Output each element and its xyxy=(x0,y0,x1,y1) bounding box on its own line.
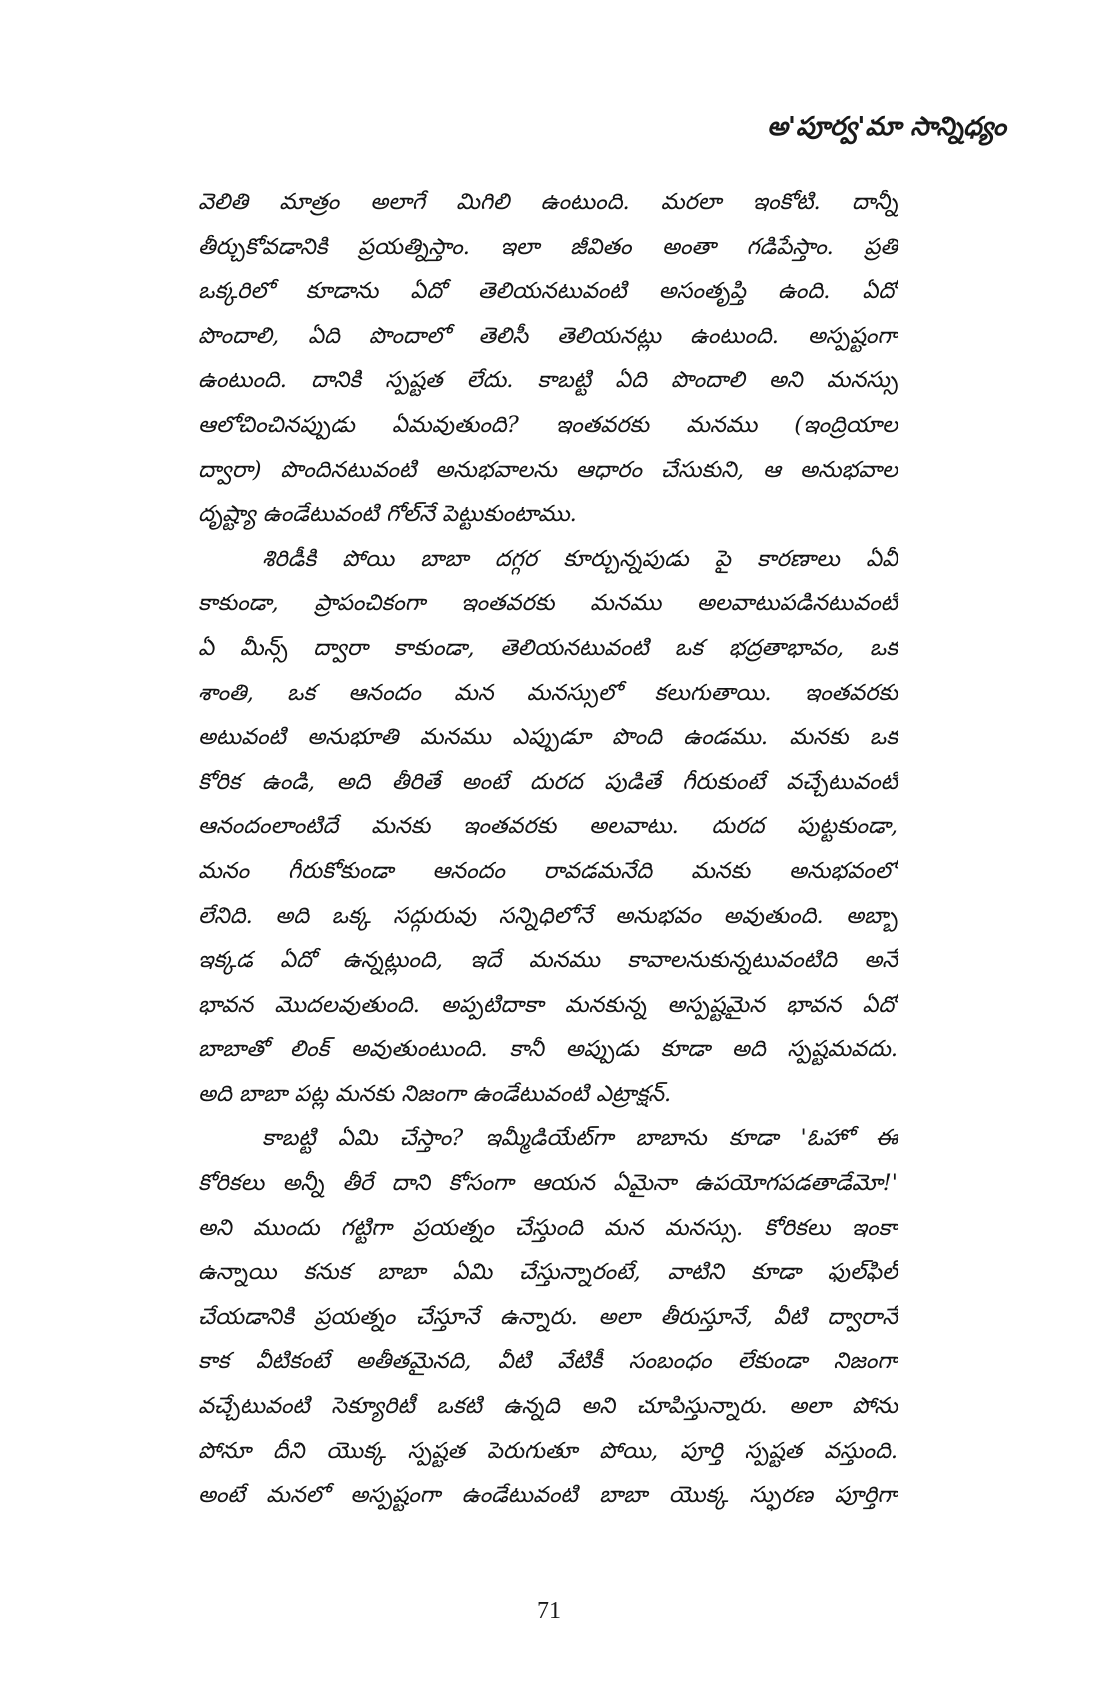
body-text xyxy=(198,180,898,1518)
text-line: మనం గీరుకోకుండా ఆనందం రావడమనేది మనకు అనుభవంలో xyxy=(198,857,898,884)
text-line: లేనిది. అది ఒక్క సద్గురువు సన్నిధిలోనే అనుభవం అవుతుంది. అబ్బా xyxy=(198,902,898,929)
text-line: ఉంటుంది. దానికి స్పష్టత లేదు. కాబట్టి ఏది పొందాలి అని మనస్సు xyxy=(198,367,898,394)
text-line: చేయడానికి ప్రయత్నం చేస్తూనే ఉన్నారు. అలా తీరుస్తూనే, వీటి ద్వారానే xyxy=(198,1303,898,1330)
text-line: అని ముందు గట్టిగా ప్రయత్నం చేస్తుంది మన మనస్సు. కోరికలు ఇంకా xyxy=(198,1214,898,1241)
text-line: కోరికలు అన్నీ తీరే దాని కోసంగా ఆయన ఏమైనా ఉపయోగపడతాడేమో!' xyxy=(198,1170,898,1197)
text-line: వెలితి మాత్రం అలాగే మిగిలి ఉంటుంది. మరలా ఇంకోటి. దాన్నీ xyxy=(198,189,898,215)
paragraph-first-line: కాబట్టి ఏమి చేస్తాం? ఇమ్మీడియేట్‌గా బాబాను కూడా 'ఓహో ఈ xyxy=(262,1125,898,1152)
running-header-title: అ'పూర్వ'మా సాన్నిధ్యం xyxy=(767,112,1006,142)
text-line: ఇక్కడ ఏదో ఉన్నట్లుంది, ఇదే మనము కావాలనుకున్నటువంటిది అనే xyxy=(198,947,898,974)
text-line: వచ్చేటువంటి సెక్యూరిటీ ఒకటి ఉన్నది అని చూపిస్తున్నారు. అలా పోను xyxy=(198,1393,898,1420)
text-line: ద్వారా) పొందినటువంటి అనుభవాలను ఆధారం చేసుకుని, ఆ అనుభవాల xyxy=(198,456,898,483)
text-line: భావన మొదలవుతుంది. అప్పటిదాకా మనకున్న అస్పష్టమైన భావన ఏదో xyxy=(198,991,898,1018)
text-line: దృష్ట్యా ఉండేటువంటి గోల్‌నే పెట్టుకుంటాము. xyxy=(198,501,577,528)
page-number: 71 xyxy=(537,1598,561,1624)
text-line: ఉన్నాయి కనుక బాబా ఏమి చేస్తున్నారంటే, వాటిని కూడా ఫుల్‌ఫిల్ xyxy=(198,1259,898,1286)
text-line: ఆనందంలాంటిదే మనకు ఇంతవరకు అలవాటు. దురద పుట్టకుండా, xyxy=(198,813,898,840)
text-line: అటువంటి అనుభూతి మనము ఎప్పుడూ పొంది ఉండము. మనకు ఒక xyxy=(198,724,898,751)
text-line: ఆలోచించినప్పుడు ఏమవుతుంది? ఇంతవరకు మనము (ఇంద్రియాల xyxy=(198,411,898,438)
text-line: ఒక్కరిలో కూడాను ఏదో తెలియనటువంటి అసంతృప్తి ఉంది. ఏదో xyxy=(198,278,898,305)
text-line: అంటే మనలో అస్పష్టంగా ఉండేటువంటి బాబా యొక్క స్ఫురణ పూర్తిగా xyxy=(198,1482,898,1509)
text-line: శాంతి, ఒక ఆనందం మన మనస్సులో కలుగుతాయి. ఇంతవరకు xyxy=(198,679,898,706)
text-line: కాకుండా, ప్రాపంచికంగా ఇంతవరకు మనము అలవాటుపడినటువంటి xyxy=(198,590,898,617)
text-line: అది బాబా పట్ల మనకు నిజంగా ఉండేటువంటి ఎట్రాక్షన్. xyxy=(198,1080,672,1107)
text-line: పొందాలి, ఏది పొందాలో తెలిసీ తెలియనట్లు ఉంటుంది. అస్పష్టంగా xyxy=(198,322,898,349)
text-line: కోరిక ఉండి, అది తీరితే అంటే దురద పుడితే గీరుకుంటే వచ్చేటువంటి xyxy=(198,768,898,795)
text-line: బాబాతో లింక్ అవుతుంటుంది. కానీ అప్పుడు కూడా అది స్పష్టమవదు. xyxy=(198,1036,898,1063)
text-line: ఏ మీన్స్ ద్వారా కాకుండా, తెలియనటువంటి ఒక భద్రతాభావం, ఒక xyxy=(198,634,898,661)
text-line: తీర్చుకోవడానికి ప్రయత్నిస్తాం. ఇలా జీవితం అంతా గడిపేస్తాం. ప్రతి xyxy=(198,233,898,260)
text-line: కాక వీటికంటే అతీతమైనది, వీటి వేటికీ సంబంధం లేకుండా నిజంగా xyxy=(198,1348,898,1375)
paragraph-first-line: శిరిడీకి పోయి బాబా దగ్గర కూర్చున్నపుడు పై కారణాలు ఏవీ xyxy=(262,545,898,572)
text-line: పోనూ దీని యొక్క స్పష్టత పెరుగుతూ పోయి, పూర్తి స్పష్టత వస్తుంది. xyxy=(198,1437,898,1464)
